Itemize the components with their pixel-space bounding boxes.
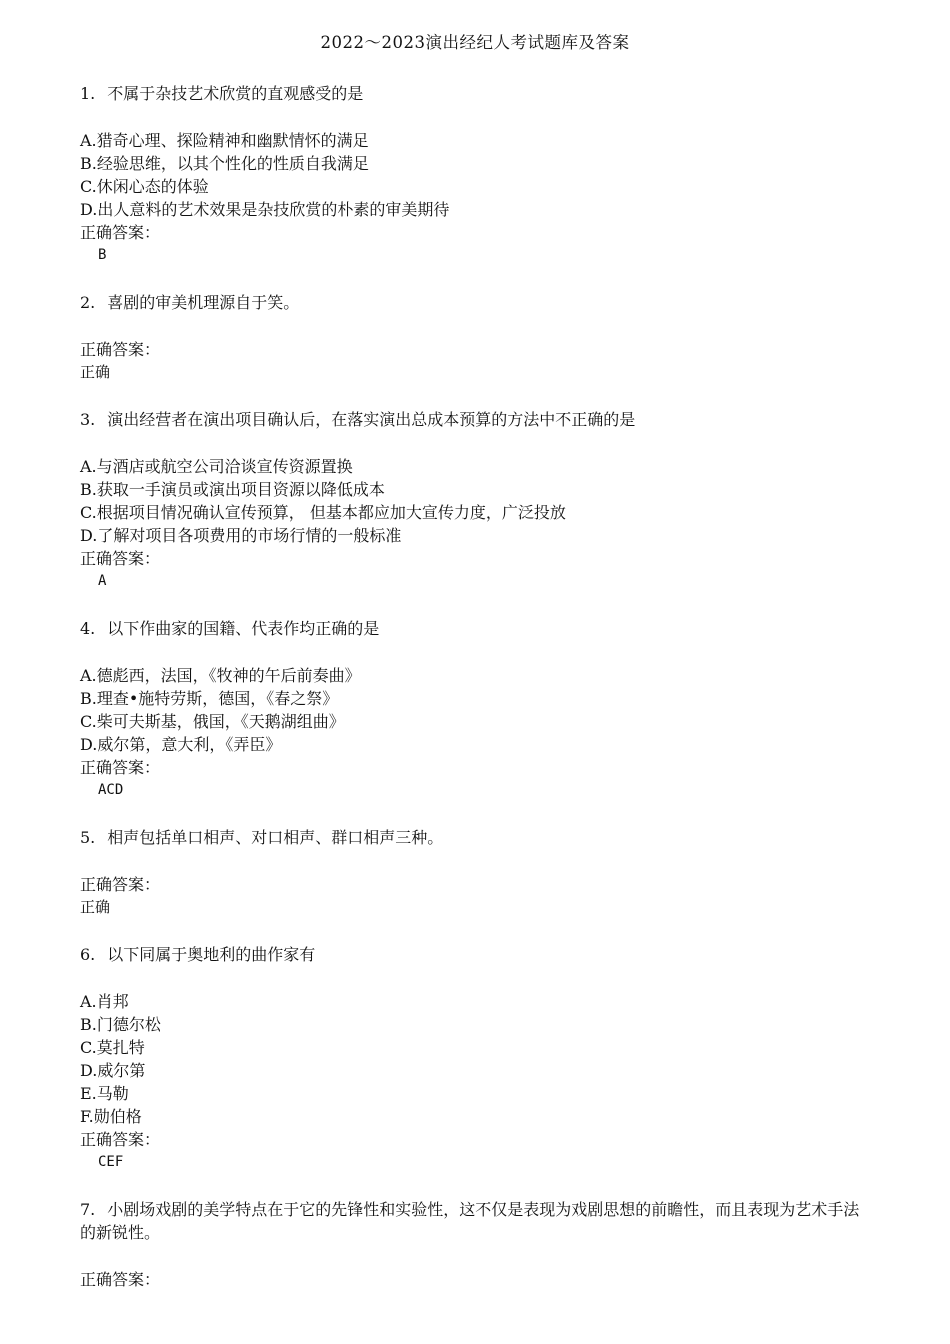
question-list (80, 82, 870, 1315)
answer-option: C.根据项目情况确认宣传预算， 但基本都应加大宣传力度，广泛投放 (80, 503, 566, 522)
answer-option: D.出人意料的艺术效果是杂技欣赏的朴素的审美期待 (80, 200, 450, 219)
spacer (80, 1244, 870, 1268)
question-number: 3. (80, 410, 96, 429)
correct-answer-value: A (98, 573, 107, 589)
question-text: 以下作曲家的国籍、代表作均正确的是 (107, 619, 380, 638)
question-text: 小剧场戏剧的美学特点在于它的先锋性和实验性，这不仅是表现为戏剧思想的前瞻性，而且表现为艺术手法的新锐性。 (80, 1200, 860, 1242)
question-stem (80, 826, 870, 849)
answer-option: B.获取一手演员或演出项目资源以降低成本 (80, 480, 385, 499)
question-stem (80, 408, 870, 431)
answer-option: D.威尔第 (80, 1061, 146, 1080)
answer-option: A.德彪西，法国，《牧神的午后前奏曲》 (80, 666, 361, 685)
answer-option: B.经验思维，以其个性化的性质自我满足 (80, 154, 369, 173)
question-number: 7. (80, 1200, 96, 1219)
spacer (80, 802, 870, 826)
question-text: 喜剧的审美机理源自于笑。 (107, 293, 300, 312)
spacer (80, 593, 870, 617)
spacer (80, 1291, 870, 1315)
correct-answer-label: 正确答案： (80, 549, 161, 568)
question-stem (80, 82, 870, 105)
spacer (80, 431, 870, 455)
answer-option: C.休闲心态的体验 (80, 177, 209, 196)
answer-option: C.柴可夫斯基，俄国，《天鹅湖组曲》 (80, 712, 345, 731)
question-block (80, 943, 870, 1198)
spacer (80, 267, 870, 291)
correct-answer-label: 正确答案： (80, 1130, 161, 1149)
correct-answer-label: 正确答案： (80, 1270, 161, 1289)
correct-answer-value: 正确 (80, 898, 111, 916)
question-block (80, 1198, 870, 1315)
question-text: 相声包括单口相声、对口相声、群口相声三种。 (107, 828, 444, 847)
correct-answer-value: ACD (98, 782, 124, 798)
question-number: 4. (80, 619, 96, 638)
question-block (80, 408, 870, 617)
answer-option: E.马勒 (80, 1084, 129, 1103)
answer-option: A.猎奇心理、探险精神和幽默情怀的满足 (80, 131, 369, 150)
spacer (80, 1174, 870, 1198)
answer-option: A.与酒店或航空公司洽谈宣传资源置换 (80, 457, 353, 476)
answer-option: F.勋伯格 (80, 1107, 142, 1126)
spacer (80, 849, 870, 873)
question-block (80, 82, 870, 291)
question-number: 5. (80, 828, 96, 847)
answer-option: A.肖邦 (80, 992, 129, 1011)
correct-answer-value: CEF (98, 1154, 124, 1170)
correct-answer-value: 正确 (80, 363, 111, 381)
spacer (80, 314, 870, 338)
question-stem (80, 617, 870, 640)
question-block (80, 826, 870, 943)
correct-answer-value: B (98, 247, 107, 263)
answer-option: C.莫扎特 (80, 1038, 145, 1057)
correct-answer-label: 正确答案： (80, 223, 161, 242)
document-title: 2022～2023演出经纪人考试题库及答案 (320, 33, 630, 52)
question-number: 1. (80, 84, 96, 103)
question-text: 以下同属于奥地利的曲作家有 (107, 945, 316, 964)
answer-option: D.威尔第，意大利，《弄臣》 (80, 735, 282, 754)
correct-answer-label: 正确答案： (80, 758, 161, 777)
question-stem (80, 943, 870, 966)
answer-option: B.门德尔松 (80, 1015, 161, 1034)
answer-option: D.了解对项目各项费用的市场行情的一般标准 (80, 526, 402, 545)
question-number: 6. (80, 945, 96, 964)
spacer (80, 640, 870, 664)
question-text: 不属于杂技艺术欣赏的直观感受的是 (107, 84, 364, 103)
question-block (80, 617, 870, 826)
question-text: 演出经营者在演出项目确认后，在落实演出总成本预算的方法中不正确的是 (107, 410, 636, 429)
question-stem (80, 1198, 870, 1244)
spacer (80, 966, 870, 990)
question-block (80, 291, 870, 408)
answer-option: B.理查•施特劳斯，德国，《春之祭》 (80, 689, 339, 708)
correct-answer-label: 正确答案： (80, 875, 161, 894)
question-number: 2. (80, 293, 96, 312)
correct-answer-label: 正确答案： (80, 340, 161, 359)
spacer (80, 919, 870, 943)
question-stem (80, 291, 870, 314)
spacer (80, 384, 870, 408)
spacer (80, 105, 870, 129)
